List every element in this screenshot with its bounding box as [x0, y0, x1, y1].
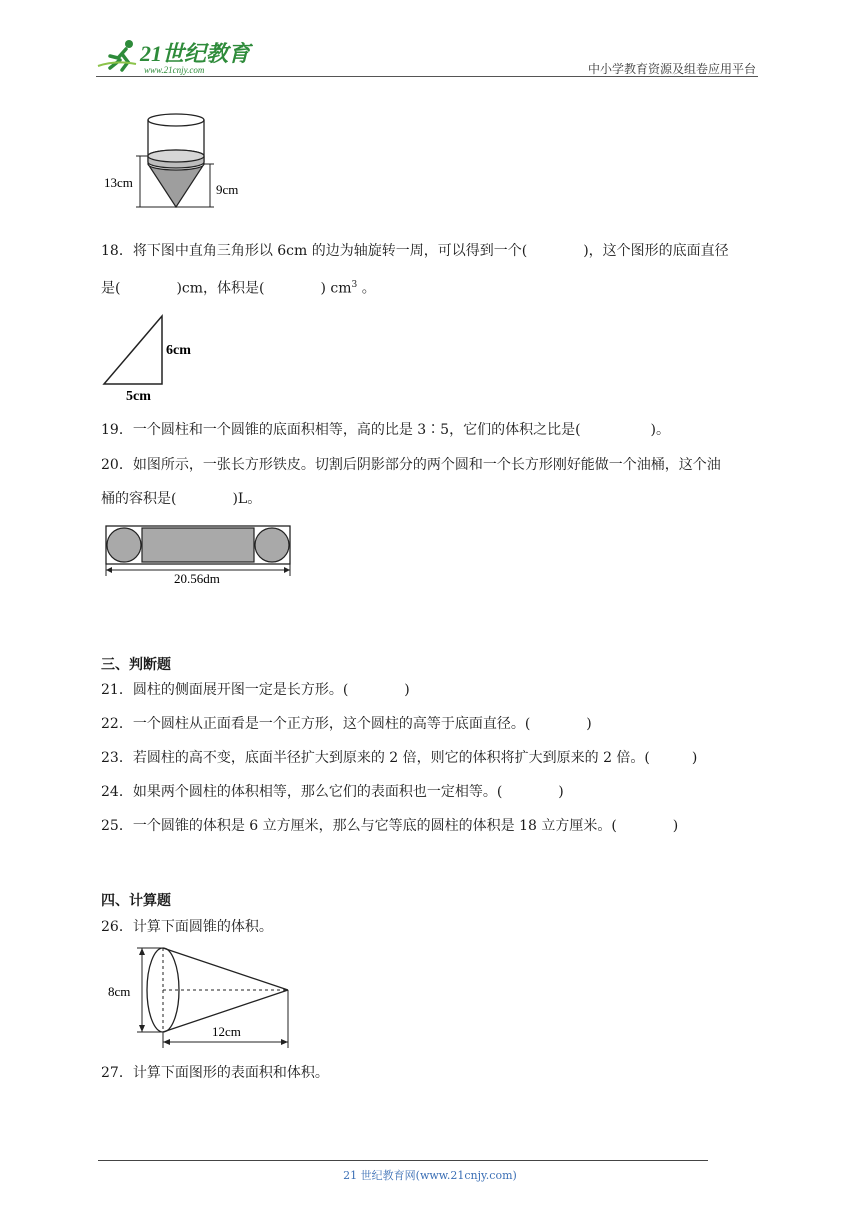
- label-8cm: 8cm: [108, 984, 131, 999]
- logo: [96, 36, 266, 76]
- question-22: 22．一个圆柱从正面看是一个正方形，这个圆柱的高等于底面直径。( ): [101, 716, 592, 732]
- superscript-3: 3: [351, 280, 358, 290]
- label-12cm: 12cm: [212, 1024, 241, 1039]
- figure-cylinder-cone: [100, 108, 250, 212]
- question-18-text: 是( )cm，体积是( ) cm: [101, 280, 352, 297]
- question-24: 24．如果两个圆柱的体积相等，那么它们的表面积也一定相等。( ): [101, 784, 564, 800]
- label-5cm: 5cm: [126, 389, 151, 404]
- footer-text: 21 世纪教育网(www.21cnjy.com): [343, 1169, 517, 1182]
- section-4-title: 四、计算题: [101, 893, 171, 909]
- header-divider: [96, 76, 758, 77]
- logo-url: www.21cnjy.com: [144, 65, 205, 75]
- question-25: 25．一个圆锥的体积是 6 立方厘米，那么与它等底的圆柱的体积是 18 立方厘米。( ): [101, 818, 679, 834]
- label-13cm: 13cm: [104, 175, 133, 190]
- question-18-line1: 18．将下图中直角三角形以 6cm 的边为轴旋转一周，可以得到一个( )，这个图形的底面直径: [101, 243, 729, 259]
- label-20-56dm: 20.56dm: [174, 571, 220, 586]
- question-20-line2: 桶的容积是( )L。: [101, 491, 262, 507]
- label-9cm: 9cm: [216, 182, 239, 197]
- figure-right-triangle: [100, 312, 210, 404]
- figure-cone: [104, 944, 294, 1052]
- question-18-end: 。: [357, 280, 376, 297]
- question-21: 21．圆柱的侧面展开图一定是长方形。( ): [101, 682, 410, 698]
- question-19: 19．一个圆柱和一个圆锥的底面积相等，高的比是 3∶5，它们的体积之比是( )。: [101, 422, 671, 438]
- question-27: 27．计算下面图形的表面积和体积。: [101, 1065, 329, 1081]
- question-26: 26．计算下面圆锥的体积。: [101, 919, 273, 935]
- label-6cm: 6cm: [166, 343, 191, 358]
- logo-text: 21世纪教育: [140, 41, 251, 66]
- runner-icon: [98, 40, 136, 70]
- figure-iron-sheet: [100, 522, 296, 586]
- question-23: 23．若圆柱的高不变，底面半径扩大到原来的 2 倍，则它的体积将扩大到原来的 2 倍。( ): [101, 750, 698, 766]
- platform-name: 中小学教育资源及组卷应用平台: [587, 62, 756, 76]
- footer-divider: [98, 1160, 708, 1161]
- question-20-line1: 20．如图所示，一张长方形铁皮。切割后阴影部分的两个圆和一个长方形刚好能做一个油桶，这个油: [101, 457, 721, 473]
- section-3-title: 三、判断题: [101, 657, 171, 673]
- question-18-line2: [101, 275, 376, 299]
